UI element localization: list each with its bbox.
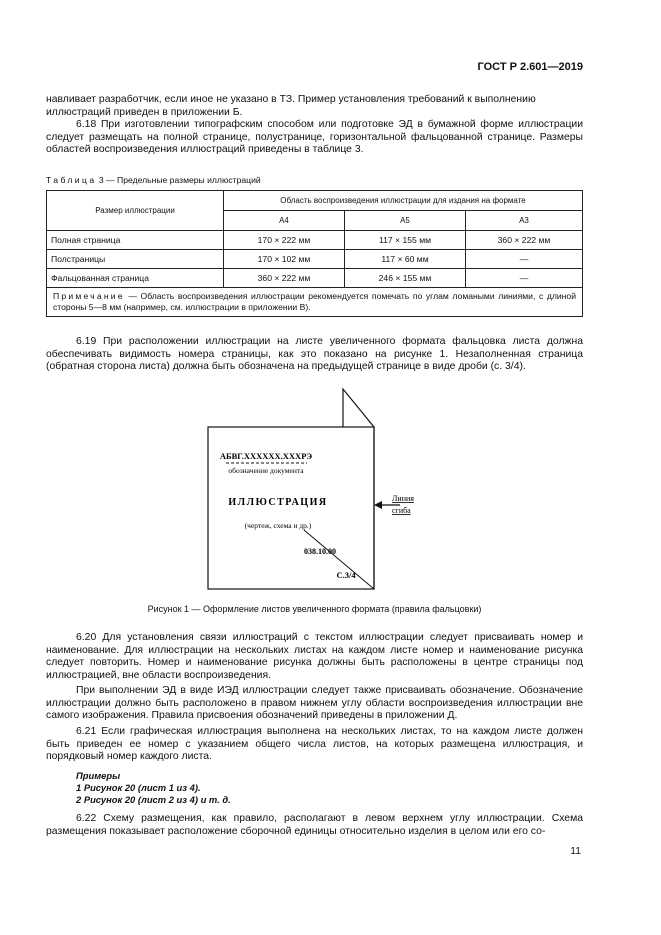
examples-heading: Примеры	[76, 770, 121, 781]
table-row	[47, 269, 583, 288]
figure-number: 038.10.00	[304, 547, 336, 556]
arrow-head-icon	[374, 501, 382, 509]
table-note-row	[47, 288, 583, 317]
folded-flap	[343, 389, 374, 427]
cell-a5: 117 × 60 мм	[345, 250, 466, 269]
col-header-size: Размер иллюстрации	[47, 191, 224, 231]
paragraph-ied: При выполнении ЭД в виде ИЭД иллюстрации следует также присваивать обозначение. Обозначение иллюстрации должно быть расположено в правом нижнем углу области воспроизведения иллюстрации вне самого изображения. Правила присвоения обозначений приведены в приложении Д.	[46, 685, 583, 722]
intro-line-1: навливает разработчик, если иное не указано в ТЗ. Пример установления требований к выполнению	[46, 94, 536, 105]
limits-table	[46, 190, 583, 317]
row-name: Полная страница	[47, 231, 224, 250]
fold-line-label-1: Линия	[392, 494, 414, 503]
page-number: 11	[570, 846, 581, 857]
note-text: — Область воспроизведения иллюстрации рекомендуется помечать по углам ломаными линиями, с длиной стороны 5—8 мм (например, см. иллюстрации в приложении В).	[53, 291, 576, 312]
intro-paragraph	[46, 94, 583, 119]
fold-diagram	[200, 385, 430, 595]
table-row	[47, 231, 583, 250]
page-header-standard: ГОСТ Р 2.601—2019	[477, 61, 583, 73]
paragraph-6-18: 6.18 При изготовлении типографским способом или подготовке ЭД в бумажной форме иллюстрации следует размещать на полной странице, полустранице, горизонтальной фальцованной странице. Размеры областей воспроизведения иллюстраций приведены в таблице 3.	[46, 119, 583, 156]
table-note	[47, 288, 583, 317]
paragraph-6-19: 6.19 При расположении иллюстрации на листе увеличенного формата фальцовка листа должна обеспечивать видимость номера страницы, как это показано на рисунке 1. Незаполненная страница (обратная сторона листа) должна быть обозначена на предыдущей странице в виде дроби (с. 3/4).	[46, 336, 583, 373]
cell-a4: 170 × 102 мм	[224, 250, 345, 269]
table-row	[47, 250, 583, 269]
table-caption-word: Таблица	[46, 175, 97, 185]
table-caption	[46, 175, 261, 185]
note-word: Примечание	[53, 291, 125, 301]
fold-line-label-2: сгиба	[392, 506, 411, 515]
cell-a4: 360 × 222 мм	[224, 269, 345, 288]
figure-page: С.3/4	[336, 570, 356, 580]
figure-doc-label: обозначение документа	[228, 466, 304, 475]
cell-a4: 170 × 222 мм	[224, 231, 345, 250]
cell-a5: 117 × 155 мм	[345, 231, 466, 250]
paragraph-6-22: 6.22 Схему размещения, как правило, располагают в левом верхнем углу иллюстрации. Схема размещения показывает расположение сборочной единицы относительно изделия в целом или его со-	[46, 813, 583, 837]
col-header-a3: А3	[466, 211, 583, 231]
example-item-2: 2 Рисунок 20 (лист 2 из 4) и т. д.	[76, 794, 231, 805]
cell-a5: 246 × 155 мм	[345, 269, 466, 288]
examples-block	[76, 770, 231, 806]
row-name: Полстраницы	[47, 250, 224, 269]
intro-line-2: иллюстраций приведен в приложении Б.	[46, 106, 243, 118]
col-header-a4: А4	[224, 211, 345, 231]
table-caption-title: 3 — Предельные размеры иллюстраций	[98, 175, 261, 185]
figure-subtitle: (чертеж, схема и др.)	[244, 521, 312, 530]
col-header-a5: А5	[345, 211, 466, 231]
cell-a3: 360 × 222 мм	[466, 231, 583, 250]
col-header-area: Область воспроизведения иллюстрации для издания на формате	[224, 191, 583, 211]
paragraph-6-20: 6.20 Для установления связи иллюстраций с текстом иллюстрации следует присваивать номер и наименование. Для иллюстрации на нескольких листах на каждом листе номер и наименование рисунка следует повторить. Номер и наименование рисунка должны быть расположены в центре страницы под иллюстрацией, вне области воспроизведения.	[46, 632, 583, 681]
figure-caption: Рисунок 1 — Оформление листов увеличенного формата (правила фальцовки)	[147, 604, 482, 614]
example-item-1: 1 Рисунок 20 (лист 1 из 4).	[76, 782, 201, 793]
figure-title: ИЛЛЮСТРАЦИЯ	[228, 497, 328, 508]
row-name: Фальцованная страница	[47, 269, 224, 288]
cell-a3: —	[466, 250, 583, 269]
figure-code: АБВГ.XXXXXX.XXXРЭ	[219, 451, 313, 461]
paragraph-6-21: 6.21 Если графическая иллюстрация выполнена на нескольких листах, то на каждом листе должен быть приведен ее номер с указанием общего числа листов, на которых размещена иллюстрация, и порядковый номер каждого листа.	[46, 726, 583, 763]
cell-a3: —	[466, 269, 583, 288]
